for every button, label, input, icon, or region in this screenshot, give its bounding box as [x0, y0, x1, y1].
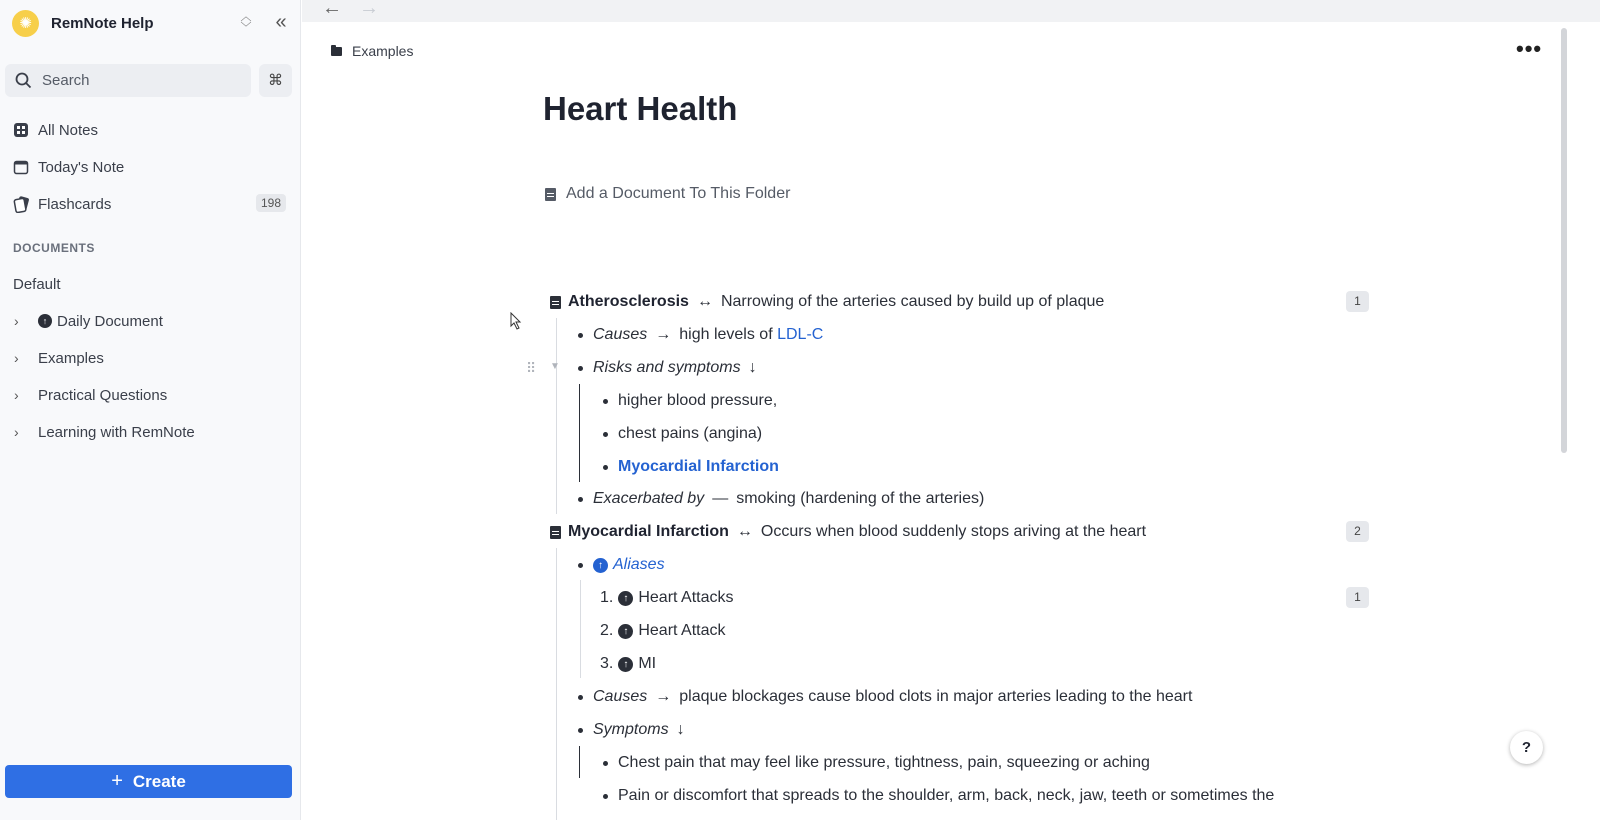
workspace-logo-icon: ✺ [12, 10, 39, 37]
bullet[interactable] [578, 366, 583, 371]
scrollbar[interactable] [1561, 28, 1567, 453]
mouse-cursor-icon [510, 312, 522, 330]
bullet[interactable] [603, 432, 608, 437]
alias-number: 1. [600, 589, 614, 606]
chevron-right-icon[interactable]: › [14, 350, 19, 366]
bullet[interactable] [603, 794, 608, 799]
rem-label: Exacerbated by [593, 490, 705, 507]
default-folder[interactable]: Default [13, 276, 61, 293]
chevron-updown-icon[interactable]: ︿ ﹀ [240, 11, 252, 34]
add-document-button[interactable] [545, 185, 790, 203]
document-icon [550, 296, 561, 309]
more-options-icon[interactable]: ••• [1516, 36, 1543, 61]
tree-item-examples[interactable] [14, 347, 104, 369]
rem-text: smoking (hardening of the arteries) [736, 490, 985, 507]
risk-item[interactable] [603, 389, 777, 413]
help-button[interactable]: ? [1510, 731, 1543, 764]
tree-item-label: Examples [38, 349, 104, 367]
rem-definition: Occurs when blood suddenly stops ariving at the heart [760, 523, 1147, 540]
card-count-badge[interactable]: 1 [1346, 587, 1369, 608]
indent-line [556, 548, 557, 820]
grid-icon [12, 121, 30, 139]
nav-flashcards[interactable] [12, 192, 292, 216]
rem-myocardial-infarction[interactable] [550, 520, 1146, 544]
documents-section-label: DOCUMENTS [13, 241, 95, 255]
sidebar [0, 0, 301, 820]
rem-label: Causes [593, 688, 648, 705]
bullet[interactable] [603, 465, 608, 470]
alias-number: 3. [600, 655, 614, 672]
search-icon [15, 72, 32, 89]
back-arrow-icon[interactable]: ← [322, 0, 342, 19]
rem-atherosclerosis[interactable] [550, 290, 1104, 314]
tree-item-label: Learning with RemNote [38, 423, 195, 441]
arrow-down: ↓ [748, 359, 757, 376]
symptom-item[interactable] [603, 751, 1150, 775]
rem-symptoms[interactable] [578, 718, 693, 742]
search-label: Search [42, 72, 90, 89]
nav-label: Flashcards [38, 195, 112, 213]
document-icon [550, 526, 561, 539]
folder-icon [331, 47, 342, 56]
arrow-down: ↓ [676, 721, 685, 738]
tree-item-learning-with-remnote[interactable] [14, 421, 195, 443]
em-dash: — [712, 490, 729, 507]
top-bar [302, 0, 1600, 22]
add-document-label: Add a Document To This Folder [566, 185, 791, 202]
risk-item-text: higher blood pressure, [618, 392, 778, 409]
aliases-arrow-up-icon: ↑ [593, 558, 608, 573]
arrow-up-icon: ↑ [618, 591, 633, 606]
rem-label: Risks and symptoms [593, 359, 741, 376]
list-answer-line [579, 746, 580, 778]
rem-exacerbated-by[interactable] [578, 487, 984, 511]
tree-item-daily-document[interactable] [14, 310, 163, 332]
alias-item[interactable] [600, 652, 656, 676]
nav-all-notes[interactable] [12, 118, 292, 142]
workspace-switcher[interactable] [12, 10, 294, 36]
rem-causes[interactable] [578, 323, 823, 347]
chevron-right-icon[interactable]: › [14, 424, 19, 440]
tree-item-practical-questions[interactable] [14, 384, 167, 406]
breadcrumb[interactable] [331, 43, 413, 59]
rem-definition: Narrowing of the arteries caused by build up of plaque [720, 293, 1105, 310]
arrow-up-icon: ↑ [618, 624, 633, 639]
bullet[interactable] [603, 761, 608, 766]
bullet[interactable] [578, 333, 583, 338]
card-count-badge[interactable]: 2 [1346, 521, 1369, 542]
plus-icon: + [111, 770, 123, 792]
document-icon [545, 188, 556, 201]
arrow-right: → [655, 688, 672, 705]
rem-label: Causes [593, 326, 648, 343]
alias-text: Heart Attack [638, 622, 726, 639]
rem-risks-and-symptoms[interactable] [578, 356, 765, 380]
alias-text: Heart Attacks [638, 589, 734, 606]
rem-term: Myocardial Infarction [568, 523, 729, 540]
drag-handle-icon[interactable]: ⠿ [526, 360, 536, 376]
nav-todays-note[interactable] [12, 155, 292, 179]
bidirectional-arrow: ↔ [696, 293, 713, 310]
risk-item-text: chest pains (angina) [618, 425, 763, 442]
rem-causes[interactable] [578, 685, 1192, 709]
rem-reference-myocardial-infarction[interactable]: Myocardial Infarction [618, 458, 779, 475]
symptom-item[interactable] [603, 784, 1274, 808]
calendar-icon [12, 158, 30, 176]
search-input[interactable] [5, 64, 251, 97]
flashcards-icon [12, 195, 30, 213]
bullet[interactable] [578, 728, 583, 733]
forward-arrow-icon[interactable]: → [359, 0, 379, 19]
create-button[interactable] [5, 765, 292, 798]
tree-item-label: Practical Questions [38, 386, 168, 404]
rem-text: plaque blockages cause blood clots in major arteries leading to the heart [679, 688, 1193, 705]
workspace-name: RemNote Help [51, 14, 154, 32]
bullet[interactable] [578, 563, 583, 568]
bullet[interactable] [603, 399, 608, 404]
collapse-caret-icon[interactable]: ▼ [550, 361, 560, 372]
arrow-right: → [655, 326, 672, 343]
indent-line [556, 318, 557, 514]
chevron-right-icon[interactable]: › [14, 387, 19, 403]
arrow-up-icon: ↑ [618, 657, 633, 672]
bullet[interactable] [578, 695, 583, 700]
command-palette-button[interactable]: ⌘ [259, 64, 292, 97]
nav-label: Today's Note [38, 158, 125, 176]
rem-reference-ldl-c[interactable]: LDL-C [777, 326, 824, 343]
page-title[interactable]: Heart Health [543, 90, 738, 127]
card-count-badge[interactable]: 1 [1346, 291, 1369, 312]
breadcrumb-folder[interactable]: Examples [352, 43, 414, 59]
flashcards-count-badge: 198 [256, 194, 286, 212]
list-answer-line [579, 384, 580, 482]
rem-label: Symptoms [593, 721, 669, 738]
rem-label: Aliases [613, 556, 665, 573]
collapse-sidebar-icon[interactable]: « [275, 11, 287, 33]
alias-item[interactable] [600, 619, 726, 643]
alias-item[interactable] [600, 586, 734, 610]
nav-label: All Notes [38, 121, 99, 139]
rem-term: Atherosclerosis [568, 293, 689, 310]
risk-item[interactable] [603, 455, 779, 479]
rem-text: high levels of [679, 326, 778, 343]
alias-number: 2. [600, 622, 614, 639]
bidirectional-arrow: ↔ [736, 523, 753, 540]
symptom-text: Chest pain that may feel like pressure, tightness, pain, squeezing or aching [618, 754, 1150, 771]
risk-item[interactable] [603, 422, 762, 446]
create-label: Create [132, 771, 186, 791]
rem-aliases[interactable] [578, 553, 665, 577]
chevron-right-icon[interactable]: › [14, 313, 19, 329]
bullet[interactable] [578, 497, 583, 502]
indent-line [580, 580, 581, 678]
alias-text: MI [638, 655, 657, 672]
tree-item-label: Daily Document [57, 312, 163, 330]
daily-upload-icon: ↑ [38, 314, 52, 328]
symptom-text: Pain or discomfort that spreads to the shoulder, arm, back, neck, jaw, teeth or sometimes the [618, 787, 1275, 804]
